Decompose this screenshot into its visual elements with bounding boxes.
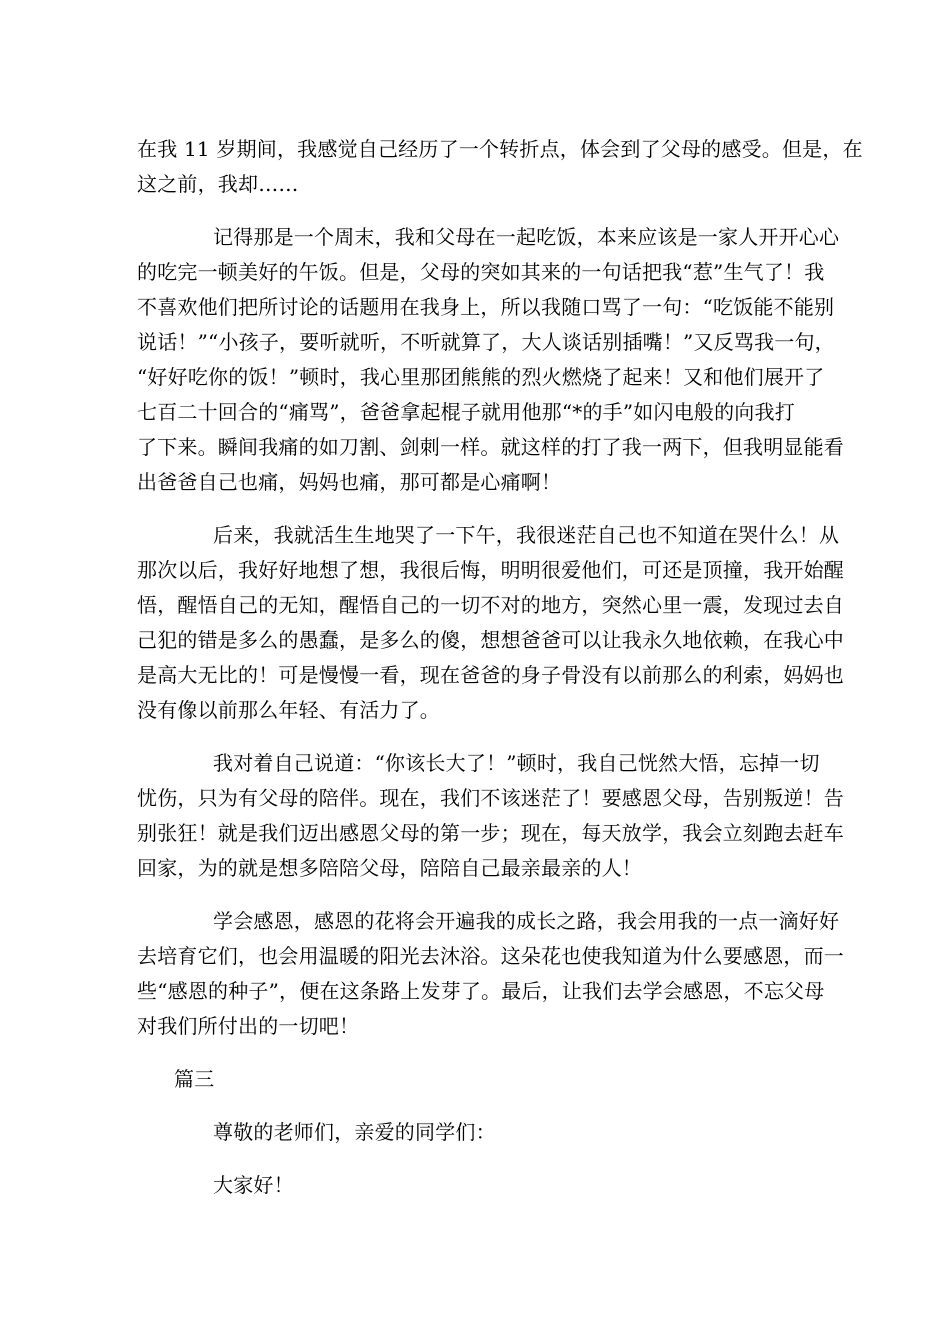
paragraph-2-line-5: “好好吃你的饭！”顿时，我心里那团熊熊的烈火燃烧了起来！又和他们展开了 xyxy=(137,365,825,389)
paragraph-1-line-1: 在我 11 岁期间，我感觉自己经历了一个转折点，体会到了父母的感受。但是，在 xyxy=(137,137,863,161)
paragraph-5-line-1: 学会感恩，感恩的花将会开遍我的成长之路，我会用我的一点一滴好好 xyxy=(213,909,840,933)
paragraph-3-line-1: 后来，我就活生生地哭了一下午，我很迷茫自己也不知道在哭什么！从 xyxy=(213,523,840,547)
greeting-line: 尊敬的老师们，亲爱的同学们： xyxy=(213,1120,496,1144)
paragraph-5-line-4: 对我们所付出的一切吧！ xyxy=(137,1014,360,1038)
paragraph-2-line-3: 不喜欢他们把所讨论的话题用在我身上，所以我随口骂了一句：“吃饭能不能别 xyxy=(137,295,835,319)
paragraph-4-line-3: 别张狂！就是我们迈出感恩父母的第一步；现在，每天放学，我会立刻跑去赶车 xyxy=(137,821,844,845)
paragraph-5-line-3: 些“感恩的种子”，便在这条路上发芽了。最后，让我们去学会感恩，不忘父母 xyxy=(137,979,825,1003)
paragraph-4-line-1: 我对着自己说道：“你该长大了！”顿时，我自己恍然大悟，忘掉一切 xyxy=(213,751,820,775)
paragraph-2-line-4: 说话！”“小孩子，要听就听，不听就算了，大人谈话别插嘴！”又反骂我一句， xyxy=(137,330,835,354)
paragraph-2-line-7: 了下来。瞬间我痛的如刀割、剑刺一样。就这样的打了我一两下，但我明显能看 xyxy=(137,435,844,459)
paragraph-3-line-6: 没有像以前那么年轻、有活力了。 xyxy=(137,698,440,722)
section-title: 篇三 xyxy=(174,1067,215,1091)
paragraph-2-line-6: 七百二十回合的“痛骂”，爸爸拿起棍子就用他那“*的手”如闪电般的向我打 xyxy=(137,400,795,424)
hello-line: 大家好！ xyxy=(213,1173,294,1197)
paragraph-2-line-1: 记得那是一个周末，我和父母在一起吃饭，本来应该是一家人开开心心 xyxy=(213,225,840,249)
paragraph-4-line-4: 回家，为的就是想多陪陪父母，陪陪自己最亲最亲的人！ xyxy=(137,856,642,880)
paragraph-3-line-4: 己犯的错是多么的愚蠢，是多么的傻，想想爸爸可以让我永久地依赖，在我心中 xyxy=(137,628,844,652)
paragraph-2-line-2: 的吃完一顿美好的午饭。但是，父母的突如其来的一句话把我“惹”生气了！我 xyxy=(137,260,825,284)
paragraph-2-line-8: 出爸爸自己也痛，妈妈也痛，那可都是心痛啊！ xyxy=(137,470,562,494)
paragraph-5-line-2: 去培育它们，也会用温暖的阳光去沐浴。这朵花也使我知道为什么要感恩，而一 xyxy=(137,944,844,968)
paragraph-1-line-2: 这之前，我却…… xyxy=(137,172,299,196)
paragraph-3-line-2: 那次以后，我好好地想了想，我很后悔，明明很爱他们，可还是顶撞，我开始醒 xyxy=(137,558,844,582)
paragraph-4-line-2: 忧伤，只为有父母的陪伴。现在，我们不该迷茫了！要感恩父母，告别叛逆！告 xyxy=(137,786,844,810)
paragraph-3-line-5: 是高大无比的！可是慢慢一看，现在爸爸的身子骨没有以前那么的利索，妈妈也 xyxy=(137,663,844,687)
paragraph-3-line-3: 悟，醒悟自己的无知，醒悟自己的一切不对的地方，突然心里一震，发现过去自 xyxy=(137,593,844,617)
